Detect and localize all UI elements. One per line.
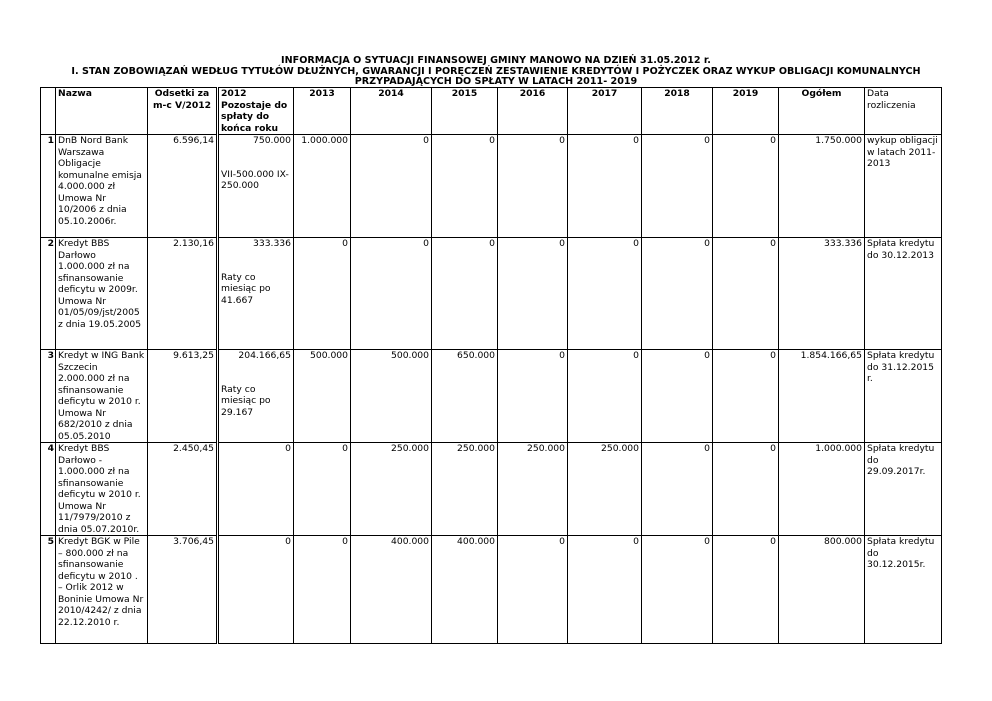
row-2012-note: Raty co miesiąc po 41.667: [221, 271, 271, 306]
row-2018: 0: [642, 536, 713, 644]
document-subtitle-period: PRZYPADAJĄCYCH DO SPŁATY W LATACH 2011- 2019: [354, 76, 638, 87]
row-2015: 250.000: [432, 443, 498, 536]
row-nazwa: DnB Nord Bank Warszawa Obligacje komunalne emisja 4.000.000 zł Umowa Nr 10/2006 z dnia 05.10.2006r.: [56, 135, 148, 238]
row-ogolem: 800.000: [779, 536, 865, 644]
row-2016: 0: [498, 536, 568, 644]
row-2015: 0: [432, 135, 498, 238]
header-data-rozliczenia: Data rozliczenia: [865, 88, 942, 135]
row-data-rozliczenia: wykup obligacji w latach 2011-2013: [865, 135, 942, 238]
row-2019: 0: [713, 536, 779, 644]
row-2019: 0: [713, 238, 779, 350]
row-2019: 0: [713, 350, 779, 443]
row-2012-value: 0: [285, 443, 291, 454]
row-2013: 0: [294, 443, 351, 536]
row-2012: [218, 536, 294, 644]
row-2012-note: VII-500.000 IX- 250.000: [221, 168, 289, 191]
header-2016: 2016: [498, 88, 568, 135]
row-2014: 0: [351, 238, 432, 350]
row-index: 1: [41, 135, 56, 238]
row-data-rozliczenia: Spłata kredytu do 31.12.2015 r.: [865, 350, 942, 443]
row-odsetki: 2.450,45: [148, 443, 218, 536]
header-nazwa: Nazwa: [56, 88, 148, 135]
row-data-rozliczenia: Spłata kredytu do 29.09.2017r.: [865, 443, 942, 536]
row-data-rozliczenia: Spłata kredytu do 30.12.2013: [865, 238, 942, 350]
row-2014: 0: [351, 135, 432, 238]
row-2017: 0: [568, 135, 642, 238]
header-2013: 2013: [294, 88, 351, 135]
row-2017: 0: [568, 350, 642, 443]
row-2012: [218, 135, 294, 238]
table-row: [41, 238, 942, 350]
row-2014: 500.000: [351, 350, 432, 443]
header-2014: 2014: [351, 88, 432, 135]
row-nazwa: Kredyt BBS Darłowo - 1.000.000 zł na sfinansowanie deficytu w 2010 r. Umowa Nr 11/7979/2010 z dnia 05.07.2010r.: [56, 443, 148, 536]
row-odsetki: 3.706,45: [148, 536, 218, 644]
row-ogolem: 1.750.000: [779, 135, 865, 238]
row-2012-value: 0: [285, 536, 291, 547]
document-subtitle: I. STAN ZOBOWIĄZAŃ WEDŁUG TYTUŁÓW DŁUŻNYCH, GWARANCJI I PORĘCZEŃ ZESTAWIENIE KREDYTÓW I POŻYCZEK ORAZ WYKUP OBLIGACJI KOMUNALNYCH: [71, 66, 921, 77]
row-2015: 400.000: [432, 536, 498, 644]
row-2015: 0: [432, 238, 498, 350]
row-2019: 0: [713, 443, 779, 536]
header-2015: 2015: [432, 88, 498, 135]
row-2018: 0: [642, 135, 713, 238]
row-index: 3: [41, 350, 56, 443]
header-index: [41, 88, 56, 135]
row-2015: 650.000: [432, 350, 498, 443]
row-2017: 0: [568, 238, 642, 350]
table-row: [41, 135, 942, 238]
row-2014: 250.000: [351, 443, 432, 536]
row-2018: 0: [642, 238, 713, 350]
row-2013: 0: [294, 536, 351, 644]
row-2012-note: Raty co miesiąc po 29.167: [221, 383, 271, 418]
row-data-rozliczenia: Spłata kredytu do 30.12.2015r.: [865, 536, 942, 644]
row-2012-value: 333.336: [253, 238, 291, 249]
row-index: 5: [41, 536, 56, 644]
header-2018: 2018: [642, 88, 713, 135]
row-2012: [218, 443, 294, 536]
row-2012: [218, 238, 294, 350]
row-nazwa: Kredyt w ING Bank Szczecin 2.000.000 zł na sfinansowanie deficytu w 2010 r. Umowa Nr 682/2010 z dnia 05.05.2010: [56, 350, 148, 443]
header-odsetki: Odsetki za m-c V/2012: [148, 88, 218, 135]
row-2013: 500.000: [294, 350, 351, 443]
row-2013: 1.000.000: [294, 135, 351, 238]
row-2018: 0: [642, 350, 713, 443]
row-2012: [218, 350, 294, 443]
row-2014: 400.000: [351, 536, 432, 644]
header-2012: 2012 Pozostaje do spłaty do końca roku: [218, 88, 294, 135]
row-ogolem: 333.336: [779, 238, 865, 350]
table-row: [41, 536, 942, 644]
row-2012-value: 750.000: [253, 135, 291, 146]
row-2016: 250.000: [498, 443, 568, 536]
row-2016: 0: [498, 238, 568, 350]
row-2017: 0: [568, 536, 642, 644]
liabilities-table: [40, 87, 942, 644]
header-ogolem: Ogółem: [779, 88, 865, 135]
row-index: 2: [41, 238, 56, 350]
document-title: INFORMACJA O SYTUACJI FINANSOWEJ GMINY MANOWO NA DZIEŃ 31.05.2012 r.: [281, 55, 711, 66]
row-2016: 0: [498, 135, 568, 238]
row-2017: 250.000: [568, 443, 642, 536]
header-2019: 2019: [713, 88, 779, 135]
row-ogolem: 1.854.166,65: [779, 350, 865, 443]
row-nazwa: Kredyt BGK w Pile – 800.000 zł na sfinansowanie deficytu w 2010 . – Orlik 2012 w Boninie Umowa Nr 2010/4242/ z dnia 22.12.2010 r.: [56, 536, 148, 644]
row-2012-value: 204.166,65: [238, 350, 291, 361]
table-row: [41, 350, 942, 443]
row-2016: 0: [498, 350, 568, 443]
row-odsetki: 9.613,25: [148, 350, 218, 443]
table-header-row: [41, 88, 942, 135]
row-odsetki: 6.596,14: [148, 135, 218, 238]
row-2013: 0: [294, 238, 351, 350]
row-odsetki: 2.130,16: [148, 238, 218, 350]
row-ogolem: 1.000.000: [779, 443, 865, 536]
table-row: [41, 443, 942, 536]
row-2018: 0: [642, 443, 713, 536]
row-2019: 0: [713, 135, 779, 238]
row-index: 4: [41, 443, 56, 536]
header-2017: 2017: [568, 88, 642, 135]
row-nazwa: Kredyt BBS Darłowo 1.000.000 zł na sfinansowanie deficytu w 2009r. Umowa Nr 01/05/09/jst/2005 z dnia 19.05.2005: [56, 238, 148, 350]
